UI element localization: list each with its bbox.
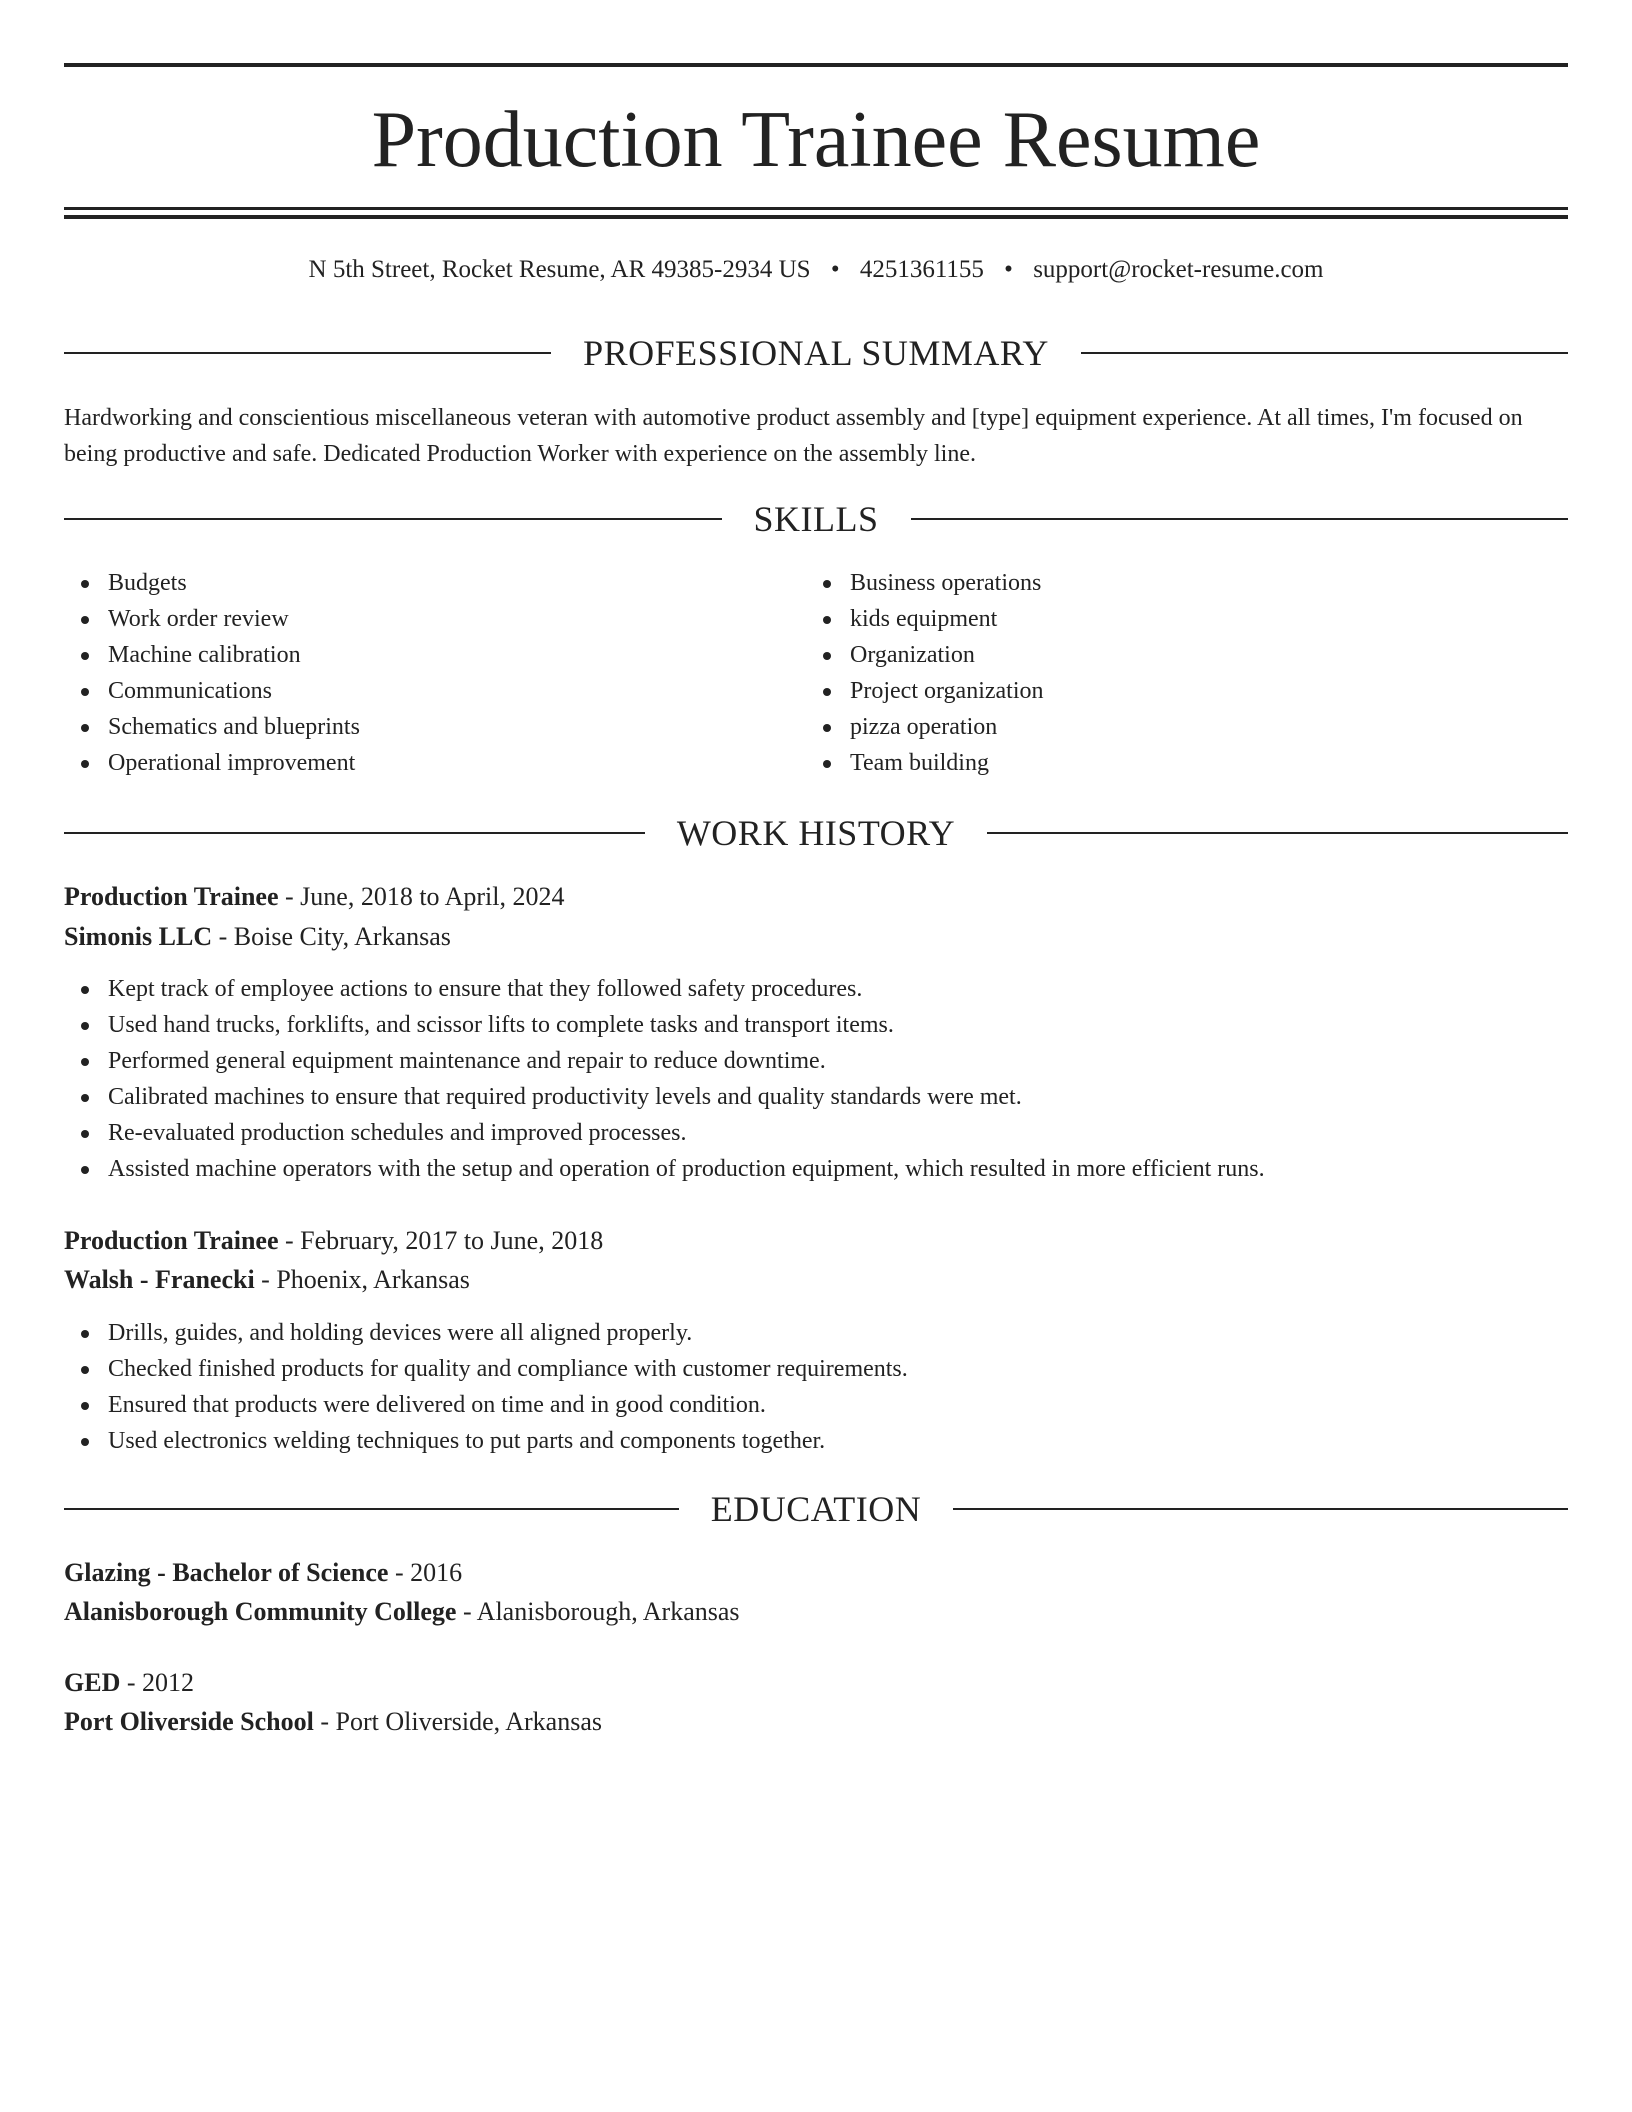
- job-title-line: [64, 1222, 603, 1260]
- job-duty: Ensured that products were delivered on time and in good condition.: [108, 1387, 1588, 1423]
- job-location: - Phoenix, Arkansas: [254, 1265, 470, 1294]
- title-double-rule-lower: [64, 215, 1568, 219]
- skill-item: Operational improvement: [108, 745, 808, 781]
- section-title: SKILLS: [753, 499, 879, 539]
- job-duty: Calibrated machines to ensure that required productivity levels and quality standards were met.: [108, 1079, 1588, 1115]
- section-rule-left: [64, 352, 551, 354]
- skill-item: Communications: [108, 673, 808, 709]
- education-year: - 2016: [388, 1558, 463, 1587]
- section-title: PROFESSIONAL SUMMARY: [583, 333, 1049, 373]
- job-duty: Used hand trucks, forklifts, and scissor lifts to complete tasks and transport items.: [108, 1007, 1588, 1043]
- summary-text: Hardworking and conscientious miscellaneous veteran with automotive product assembly and [type] equipment experience. At all times, I'm focused on being productive and safe. Dedicated Production Worker with experience on the assembly line.: [64, 405, 1523, 467]
- job-duty: Re-evaluated production schedules and improved processes.: [108, 1115, 1588, 1151]
- job-duty: Assisted machine operators with the setup and operation of production equipment, which resulted in more efficient runs.: [108, 1151, 1588, 1187]
- skill-item: Work order review: [108, 601, 808, 637]
- section-rule-right: [953, 1508, 1568, 1510]
- education-school: Port Oliverside School: [64, 1707, 314, 1736]
- skill-item: Organization: [850, 637, 1550, 673]
- skills-list-right: [806, 565, 1550, 781]
- section-rule-right: [987, 832, 1568, 834]
- section-header-skills: [64, 496, 1568, 542]
- contact-line: [64, 254, 1568, 286]
- contact-address: N 5th Street, Rocket Resume, AR 49385-2934 US: [308, 256, 811, 283]
- title-double-rule-upper: [64, 207, 1568, 210]
- job-duty: Used electronics welding techniques to put parts and components together.: [108, 1423, 1588, 1459]
- job-duty: Checked finished products for quality and compliance with customer requirements.: [108, 1351, 1588, 1387]
- contact-email: support@rocket-resume.com: [1033, 256, 1324, 283]
- job-duties-list: [64, 971, 1588, 1187]
- skill-item: pizza operation: [850, 709, 1550, 745]
- contact-phone: 4251361155: [859, 256, 984, 283]
- job-title-line: [64, 878, 565, 916]
- education-school: Alanisborough Community College: [64, 1597, 457, 1626]
- job-duties-list: [64, 1315, 1588, 1459]
- job-duty: Kept track of employee actions to ensure that they followed safety procedures.: [108, 971, 1588, 1007]
- job-duty: Drills, guides, and holding devices were all aligned properly.: [108, 1315, 1588, 1351]
- job-title: Production Trainee: [64, 882, 279, 911]
- section-title: WORK HISTORY: [676, 813, 956, 853]
- job-duty: Performed general equipment maintenance and repair to reduce downtime.: [108, 1043, 1588, 1079]
- skill-item: Machine calibration: [108, 637, 808, 673]
- section-rule-left: [64, 832, 645, 834]
- job-dates: - February, 2017 to June, 2018: [278, 1226, 604, 1255]
- job-company: Simonis LLC: [64, 922, 213, 951]
- job-company: Walsh - Franecki: [64, 1265, 255, 1294]
- education-degree: Glazing - Bachelor of Science: [64, 1558, 389, 1587]
- section-rule-right: [911, 518, 1569, 520]
- section-header-education: [64, 1486, 1568, 1532]
- job-company-line: [64, 918, 451, 956]
- education-degree-line: [64, 1554, 462, 1592]
- job-location: - Boise City, Arkansas: [212, 922, 451, 951]
- job-dates: - June, 2018 to April, 2024: [278, 882, 565, 911]
- education-school-line: [64, 1593, 740, 1631]
- skills-list-left: [64, 565, 808, 781]
- section-rule-left: [64, 518, 722, 520]
- education-school-line: [64, 1703, 602, 1741]
- contact-separator: •: [830, 256, 840, 283]
- skill-item: Schematics and blueprints: [108, 709, 808, 745]
- contact-separator: •: [1004, 256, 1013, 283]
- skill-item: Project organization: [850, 673, 1550, 709]
- education-degree: GED: [64, 1668, 121, 1697]
- skill-item: kids equipment: [850, 601, 1550, 637]
- section-header-summary: [64, 330, 1568, 376]
- education-location: - Alanisborough, Arkansas: [456, 1597, 740, 1626]
- section-header-work: [64, 810, 1568, 856]
- section-title: EDUCATION: [710, 1489, 922, 1529]
- job-title: Production Trainee: [64, 1226, 279, 1255]
- page-title: Production Trainee Resume: [371, 96, 1261, 184]
- section-rule-right: [1081, 352, 1568, 354]
- skill-item: Budgets: [108, 565, 808, 601]
- skill-item: Team building: [850, 745, 1550, 781]
- top-rule: [64, 63, 1568, 67]
- education-degree-line: [64, 1664, 194, 1702]
- education-year: - 2012: [120, 1668, 195, 1697]
- job-company-line: [64, 1261, 470, 1299]
- section-rule-left: [64, 1508, 679, 1510]
- education-location: - Port Oliverside, Arkansas: [313, 1707, 602, 1736]
- skill-item: Business operations: [850, 565, 1550, 601]
